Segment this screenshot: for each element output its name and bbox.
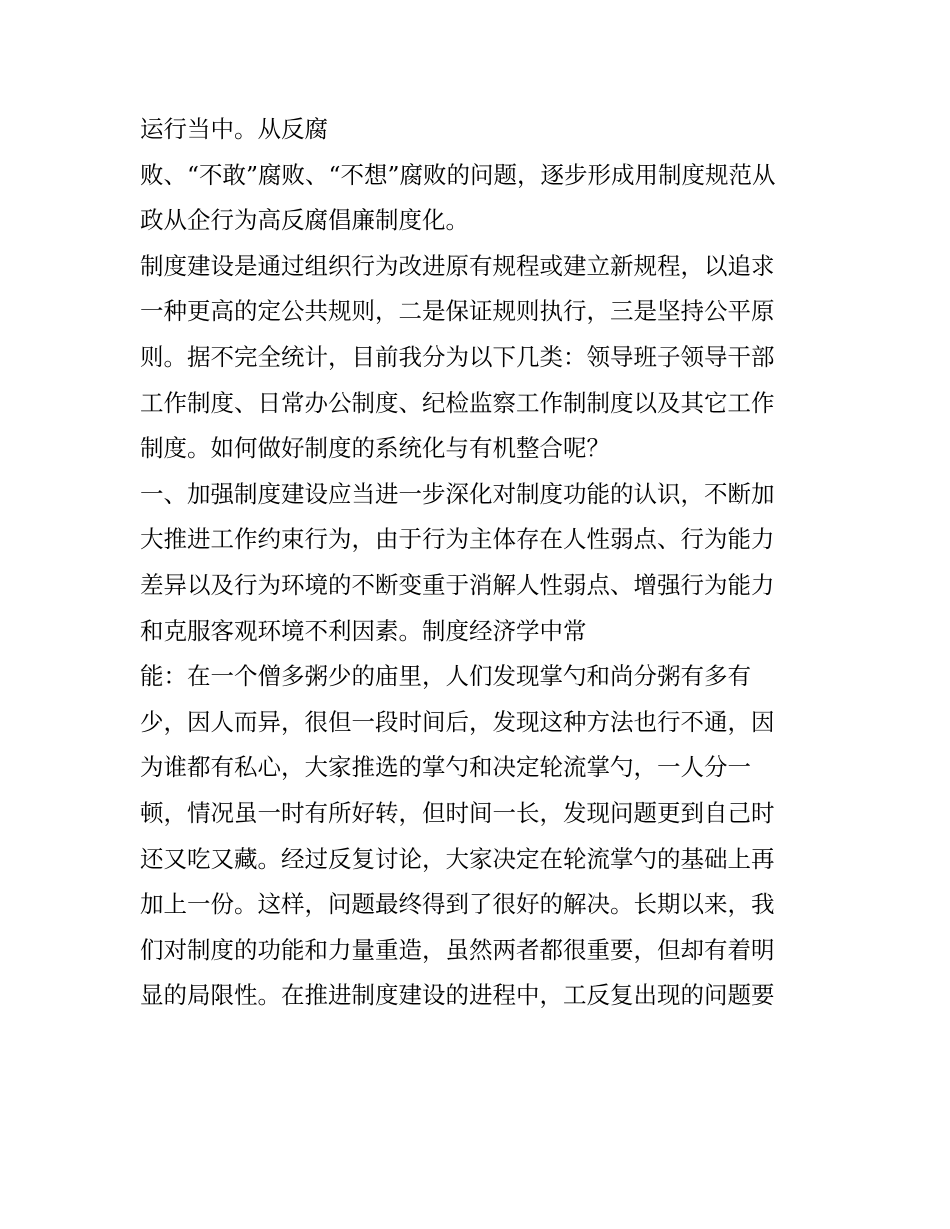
text-line: 政从企行为高反腐倡廉制度化。 <box>140 206 469 235</box>
text-line: 工作制度、日常办公制度、纪检监察工作制制度以及其它工作 <box>140 388 775 417</box>
document-body <box>140 107 820 1019</box>
text-line: 败、“不敢”腐败、“不想”腐败的问题，逐步形成用制度规范从 <box>140 160 776 189</box>
text-line: 差异以及行为环境的不断变重于消解人性弱点、增强行为能力 <box>140 570 775 599</box>
text-line: 为谁都有私心，大家推选的掌勺和决定轮流掌勺，一人分一 <box>140 753 751 782</box>
text-line: 少，因人而异，很但一段时间后，发现这种方法也行不通，因 <box>140 707 775 736</box>
text-line: 顿，情况虽一时有所好转，但时间一长，发现问题更到自己时 <box>140 798 775 827</box>
text-line: 制度建设是通过组织行为改进原有规程或建立新规程，以追求 <box>140 251 775 280</box>
text-line: 一、加强制度建设应当进一步深化对制度功能的认识，不断加 <box>140 479 775 508</box>
text-line: 大推进工作约束行为，由于行为主体存在人性弱点、行为能力 <box>140 525 775 554</box>
text-line: 能：在一个僧多粥少的庙里，人们发现掌勺和尚分粥有多有 <box>140 662 751 691</box>
text-line: 们对制度的功能和力量重造，虽然两者都很重要，但却有着明 <box>140 935 775 964</box>
text-line: 制度。如何做好制度的系统化与有机整合呢？ <box>140 434 610 463</box>
text-line: 运行当中。从反腐 <box>140 115 328 143</box>
text-line: 和克服客观环境不利因素。制度经济学中常 <box>140 616 587 645</box>
text-line: 显的局限性。在推进制度建设的进程中，工反复出现的问题要 <box>140 981 775 1010</box>
text-line: 还又吃又藏。经过反复讨论，大家决定在轮流掌勺的基础上再 <box>140 844 775 873</box>
text-line: 则。据不完全统计，目前我分为以下几类：领导班子领导干部 <box>140 342 775 371</box>
text-line: 一种更高的定公共规则，二是保证规则执行，三是坚持公平原 <box>140 297 775 326</box>
text-line: 加上一份。这样，问题最终得到了很好的解决。长期以来，我 <box>140 890 775 919</box>
